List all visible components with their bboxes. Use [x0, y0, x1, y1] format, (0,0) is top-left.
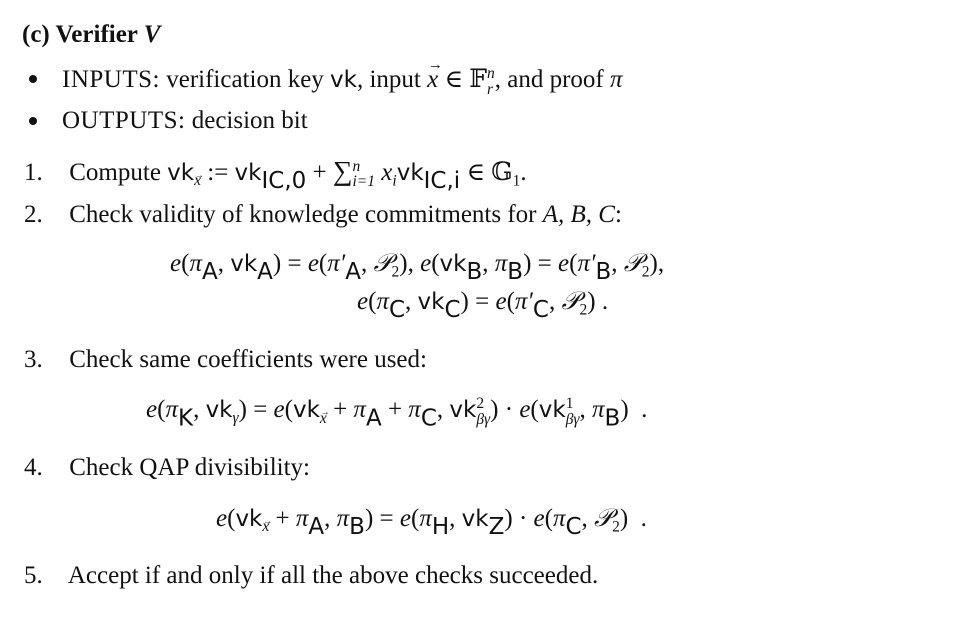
p-subscript: 2 — [641, 263, 650, 281]
pairing-symbol: e — [495, 288, 507, 315]
comma: , — [657, 250, 665, 277]
p-symbol: 𝒫 — [594, 503, 613, 532]
comma: , — [579, 396, 586, 424]
inputs-bullet — [62, 66, 623, 97]
period: . — [601, 288, 609, 315]
subscript-b: B — [466, 259, 483, 286]
step-3 — [24, 347, 427, 372]
vk-symbol: vk — [235, 506, 263, 532]
plus-symbol: + — [333, 396, 348, 424]
proof-symbol: π — [610, 66, 623, 94]
comma: , — [611, 250, 618, 277]
p-symbol: 𝒫 — [561, 286, 580, 315]
period: . — [641, 396, 648, 424]
pi-symbol: π — [165, 396, 178, 424]
dot-operator: · — [518, 505, 528, 532]
pairing-symbol: e — [420, 250, 432, 277]
superscript-2: 2 — [476, 395, 485, 412]
pi-symbol: π — [494, 250, 508, 277]
p-subscript: 2 — [579, 301, 588, 319]
vk-symbol: vk — [234, 160, 262, 186]
subscript-b: B — [595, 259, 612, 286]
equals-symbol: = — [537, 250, 552, 277]
field-symbol: 𝔽 — [469, 64, 488, 94]
pi-prime-symbol: π′ — [514, 288, 533, 315]
p-symbol: 𝒫 — [623, 248, 642, 277]
assign-symbol: := — [207, 159, 229, 186]
pairing-symbol: e — [399, 505, 411, 532]
comma: , — [548, 288, 556, 315]
vk-symbol: vk — [330, 67, 357, 94]
subscript-a: A — [308, 514, 325, 541]
subscript-a: A — [201, 259, 218, 286]
vk-symbol: vk — [449, 397, 477, 424]
pi-symbol: π — [353, 396, 366, 424]
pi-prime-symbol: π′ — [577, 250, 596, 277]
pairing-symbol: e — [216, 505, 228, 532]
subscript-b: B — [604, 405, 621, 432]
subscript-b: B — [507, 259, 524, 286]
vk-subscript: IC,i — [423, 168, 461, 195]
pi-symbol: π — [552, 505, 566, 532]
in-symbol: ∈ — [444, 66, 464, 94]
step-text: Compute — [69, 159, 161, 186]
step-2 — [24, 202, 622, 227]
pairing-symbol: e — [146, 396, 158, 424]
bullet-dot — [29, 117, 37, 125]
index-subscript: i — [392, 172, 397, 190]
subscript-c: C — [420, 405, 437, 432]
subscript-a: A — [365, 405, 382, 432]
step-number: 3. — [24, 346, 43, 373]
comma: , — [449, 505, 456, 532]
gamma-subscript: γ — [232, 409, 239, 427]
outputs-bullet — [62, 108, 308, 133]
inputs-end: , and proof — [494, 66, 604, 94]
plus-symbol: + — [312, 159, 327, 186]
equals-symbol: = — [287, 250, 302, 277]
group-subscript: 1 — [512, 172, 521, 190]
colon: : — [614, 201, 622, 228]
subscript-c: C — [565, 514, 582, 541]
step-5 — [24, 563, 598, 588]
inputs-text: verification key — [166, 66, 324, 94]
vk-symbol: vk — [230, 251, 258, 277]
qap-divisibility-equation: $e(vk_x + \pi_A$, $\pi_B) = e(\pi_H$, $vk_Z) \cdot e(\pi_C$, 𝒫$_2$) . — [216, 503, 647, 541]
subscript-c: C — [444, 297, 461, 324]
step-text: Check same coefficients were used: — [69, 346, 427, 373]
pairing-symbol: e — [273, 396, 285, 424]
comma: , — [407, 250, 414, 277]
period: . — [520, 159, 527, 186]
vk-symbol: vk — [417, 289, 445, 315]
superscript-1: 1 — [565, 395, 574, 412]
pi-symbol: π — [189, 250, 202, 277]
pi-symbol: π — [592, 396, 605, 424]
step-vars: A, B, C — [542, 201, 615, 228]
period: . — [640, 505, 647, 532]
pi-symbol: π — [295, 505, 309, 532]
beta-gamma-subscript: βγ — [476, 410, 491, 428]
subscript-c: C — [388, 297, 406, 324]
vk-symbol: vk — [167, 160, 195, 186]
vk-symbol: vk — [461, 506, 489, 532]
dot-operator: · — [504, 396, 514, 424]
section-heading — [22, 22, 160, 47]
field-sup: n — [487, 65, 495, 82]
in-symbol: ∈ — [466, 159, 485, 186]
p-subscript: 2 — [612, 518, 620, 536]
knowledge-check-equation-2: $e(\pi_C$, $vk_C) = e(\pi'_C$, 𝒫$_2$) . — [357, 286, 609, 324]
step-4 — [24, 455, 310, 480]
comma: , — [436, 396, 444, 424]
pi-symbol: π — [408, 396, 421, 424]
x-symbol: x — [381, 159, 393, 186]
plus-symbol: + — [275, 505, 290, 532]
outputs-label: OUTPUTS: — [62, 107, 186, 134]
subscript-c: C — [532, 297, 549, 324]
subscript-a: A — [257, 259, 273, 286]
equals-symbol: = — [253, 396, 268, 424]
sum-symbol: ∑ — [332, 155, 353, 186]
heading-label: (c) Verifier — [22, 21, 138, 48]
step-text: Accept if and only if all the above checks succeeded. — [67, 562, 599, 589]
step-number: 5. — [24, 562, 43, 589]
vk-symbol: vk — [439, 251, 467, 277]
step-text: Check validity of knowledge commitments for — [69, 201, 537, 228]
comma: , — [217, 250, 224, 277]
pi-symbol: π — [376, 288, 389, 315]
outputs-text: decision bit — [191, 107, 308, 134]
equals-symbol: = — [475, 288, 490, 315]
pairing-symbol: e — [307, 250, 319, 277]
coefficient-check-equation: $e(\pi_K$, $vk_\gamma) = e(vk_x + \pi_A + \pi_C$, vk 2 βγ ) · e(vk 1 βγ , $\pi_B$) . — [146, 395, 648, 432]
field-sub: r — [487, 80, 494, 98]
comma: , — [360, 250, 368, 277]
pairing-symbol: e — [533, 505, 545, 532]
vk-subscript: IC,0 — [261, 168, 307, 195]
subscript-a: A — [345, 259, 361, 286]
step-number: 2. — [24, 201, 43, 228]
step-number: 4. — [24, 454, 43, 481]
pi-prime-symbol: π′ — [327, 250, 346, 277]
step-text: Check QAP divisibility: — [69, 454, 310, 481]
comma: , — [405, 288, 412, 315]
subscript-b: B — [349, 514, 365, 541]
vk-symbol: vk — [205, 397, 233, 424]
plus-symbol: + — [387, 396, 403, 424]
pi-symbol: π — [419, 505, 432, 532]
pairing-symbol: e — [519, 396, 531, 424]
comma: , — [324, 505, 331, 532]
vk-symbol: vk — [396, 160, 424, 186]
subscript-k: K — [177, 405, 194, 432]
knowledge-check-equation-1: $e(\pi_A$, $vk_A) = e(\pi'_A$, 𝒫$_2$), $e(vk_B$, $\pi_B) = e(\pi'_B$, 𝒫$_2$), — [170, 248, 665, 286]
subscript-h: H — [431, 514, 450, 541]
p-symbol: 𝒫 — [373, 248, 392, 277]
step-number: 1. — [24, 159, 43, 186]
inputs-label: INPUTS: — [62, 66, 160, 94]
vk-symbol: vk — [538, 397, 566, 424]
p-subscript: 2 — [391, 263, 400, 281]
subscript-z: Z — [488, 514, 505, 541]
x-vector-symbol: → x — [427, 67, 438, 92]
step-1: 1. Compute $vk_x$ := $vk_{IC,0}$ + ∑ n i=1 $x_ivk_{IC,i}$ ∈ 𝔾$_1$. — [24, 155, 527, 195]
pairing-symbol: e — [170, 250, 182, 277]
beta-gamma-subscript: βγ — [565, 410, 580, 428]
sum-lower: i=1 — [352, 173, 376, 191]
pairing-symbol: e — [558, 250, 570, 277]
pairing-symbol: e — [357, 288, 369, 315]
pi-symbol: π — [336, 505, 350, 532]
vk-symbol: vk — [292, 397, 320, 424]
heading-symbol: V — [143, 21, 161, 48]
bullet-dot — [29, 75, 37, 83]
sum-upper: n — [352, 157, 361, 175]
inputs-mid: , input — [356, 66, 421, 94]
group-symbol: 𝔾 — [491, 157, 513, 186]
equals-symbol: = — [379, 505, 394, 532]
comma: , — [193, 396, 200, 424]
comma: , — [482, 250, 489, 277]
comma: , — [581, 505, 588, 532]
